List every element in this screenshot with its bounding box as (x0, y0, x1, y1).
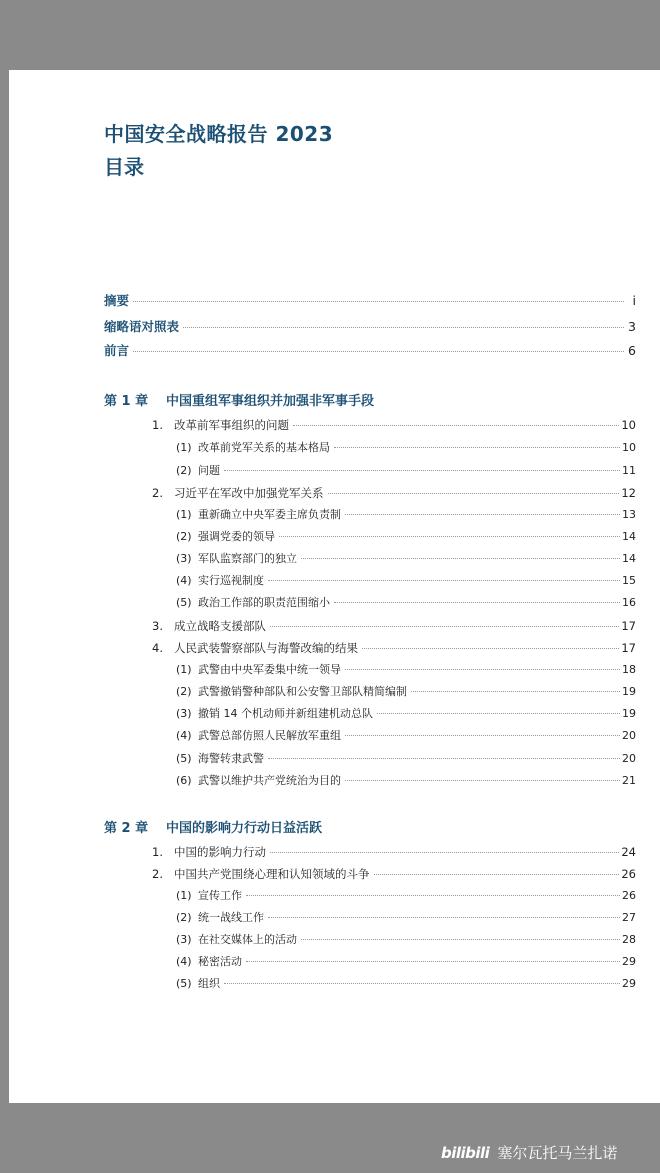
toc-page-number: 29 (622, 977, 636, 990)
toc-page-number: 3 (628, 319, 636, 334)
toc-page-number: 19 (622, 707, 636, 720)
toc-entry-label: 秘密活动 (198, 955, 242, 968)
toc-entry-label: 改革前军事组织的问题 (174, 418, 289, 432)
toc-entry-label: 海警转隶武警 (198, 752, 264, 765)
dot-leader (270, 626, 619, 627)
toc-entry[interactable] (176, 705, 636, 723)
watermark-author: 塞尔瓦托马兰扎诺 (497, 1144, 618, 1162)
toc-entry[interactable] (176, 661, 636, 679)
chapter-heading[interactable] (104, 820, 322, 838)
subsection-number: (5) (176, 596, 192, 609)
toc-entry-label: 宣传工作 (198, 889, 242, 902)
toc-entry[interactable] (152, 639, 636, 657)
toc-entry-label: 缩略语对照表 (104, 319, 180, 334)
subsection-number: (4) (176, 574, 192, 587)
toc-entry[interactable] (176, 462, 636, 480)
toc-page-number: 24 (621, 845, 636, 859)
subsection-number: (4) (176, 955, 192, 968)
toc-entry-label: 撤销 14 个机动师并新组建机动总队 (198, 707, 373, 720)
dot-leader (411, 691, 620, 692)
toc-heading: 目录 (104, 155, 144, 179)
viewer-top-background (0, 0, 660, 70)
dot-leader (345, 735, 620, 736)
toc-entry-label: 重新确立中央军委主席负责制 (198, 508, 341, 521)
toc-entry[interactable] (176, 975, 636, 993)
subsection-number: (5) (176, 977, 192, 990)
toc-entry[interactable] (152, 484, 636, 502)
toc-entry-label: 习近平在军改中加强党军关系 (174, 486, 324, 500)
subsection-number: (1) (176, 441, 192, 454)
dot-leader (279, 536, 620, 537)
dot-leader (328, 493, 620, 494)
section-number: 2. (152, 867, 163, 881)
dot-leader (345, 669, 620, 670)
dot-leader (183, 327, 624, 328)
subsection-number: (5) (176, 752, 192, 765)
toc-entry-label: 人民武装警察部队与海警改编的结果 (174, 641, 358, 655)
toc-entry[interactable] (176, 550, 636, 568)
toc-entry-label: 问题 (198, 464, 220, 477)
toc-entry[interactable] (152, 617, 636, 635)
toc-entry[interactable] (152, 843, 636, 861)
toc-entry-label: 军队监察部门的独立 (198, 552, 297, 565)
dot-leader (334, 602, 620, 603)
subsection-number: (3) (176, 933, 192, 946)
toc-entry-label: 武警撤销警种部队和公安警卫部队精简编制 (198, 685, 407, 698)
toc-entry[interactable] (176, 931, 636, 949)
dot-leader (345, 514, 620, 515)
toc-entry-label: 改革前党军关系的基本格局 (198, 441, 330, 454)
section-number: 1. (152, 845, 163, 859)
section-number: 4. (152, 641, 163, 655)
dot-leader (246, 961, 620, 962)
subsection-number: (3) (176, 552, 192, 565)
dot-leader (362, 648, 619, 649)
toc-page-number: 21 (622, 774, 636, 787)
dot-leader (293, 425, 619, 426)
toc-page-number: 6 (628, 343, 636, 358)
dot-leader (345, 780, 620, 781)
document-title: 中国安全战略报告 2023 (104, 122, 334, 146)
dot-leader (268, 580, 620, 581)
toc-entry[interactable] (104, 292, 636, 310)
dot-leader (270, 852, 619, 853)
toc-page-number: 13 (622, 508, 636, 521)
toc-entry-label: 中国共产党围绕心理和认知领域的斗争 (174, 867, 370, 881)
toc-entry-label: 组织 (198, 977, 220, 990)
toc-entry[interactable] (104, 342, 636, 360)
toc-entry[interactable] (176, 953, 636, 971)
toc-entry[interactable] (176, 727, 636, 745)
toc-entry[interactable] (176, 528, 636, 546)
toc-page-number: 16 (622, 596, 636, 609)
toc-page-number: 10 (622, 441, 636, 454)
toc-entry-label: 政治工作部的职责范围缩小 (198, 596, 330, 609)
toc-page-number: i (632, 293, 636, 308)
toc-page-number: 12 (621, 486, 636, 500)
toc-page-number: 14 (622, 530, 636, 543)
dot-leader (224, 470, 620, 471)
toc-page-number: 17 (621, 641, 636, 655)
toc-entry-label: 成立战略支援部队 (174, 619, 266, 633)
subsection-number: (2) (176, 685, 192, 698)
dot-leader (334, 447, 620, 448)
dot-leader (133, 351, 624, 352)
bilibili-logo: bilibili (441, 1144, 490, 1162)
toc-page-number: 26 (622, 889, 636, 902)
chapter-number: 第 1 章 (104, 394, 149, 409)
subsection-number: (2) (176, 530, 192, 543)
toc-entry[interactable] (176, 887, 636, 905)
toc-entry[interactable] (176, 772, 636, 790)
toc-entry[interactable] (152, 416, 636, 434)
dot-leader (133, 301, 624, 302)
chapter-number: 第 2 章 (104, 821, 149, 836)
toc-entry[interactable] (176, 439, 636, 457)
toc-entry-label: 前言 (104, 343, 130, 358)
toc-entry-label: 统一战线工作 (198, 911, 264, 924)
toc-page-number: 19 (622, 685, 636, 698)
toc-page-number: 11 (622, 464, 636, 477)
toc-page-number: 28 (622, 933, 636, 946)
toc-entry-label: 摘要 (104, 293, 130, 308)
toc-entry-label: 在社交媒体上的活动 (198, 933, 297, 946)
subsection-number: (1) (176, 508, 192, 521)
toc-entry[interactable] (176, 750, 636, 768)
toc-page-number: 20 (622, 729, 636, 742)
toc-entry-label: 武警以维护共产党统治为目的 (198, 774, 341, 787)
toc-page-number: 20 (622, 752, 636, 765)
toc-page-number: 27 (622, 911, 636, 924)
dot-leader (268, 758, 620, 759)
toc-page-number: 10 (621, 418, 636, 432)
toc-entry-label: 中国的影响力行动 (174, 845, 266, 859)
dot-leader (377, 713, 620, 714)
chapter-title: 中国的影响力行动日益活跃 (166, 821, 323, 836)
toc-page-number: 14 (622, 552, 636, 565)
toc-entry[interactable] (176, 594, 636, 612)
toc-entry-label: 武警总部仿照人民解放军重组 (198, 729, 341, 742)
toc-entry[interactable] (104, 318, 636, 336)
dot-leader (301, 558, 620, 559)
subsection-number: (3) (176, 707, 192, 720)
toc-entry[interactable] (176, 683, 636, 701)
chapter-heading[interactable] (104, 393, 374, 411)
dot-leader (246, 895, 620, 896)
toc-entry-label: 强调党委的领导 (198, 530, 275, 543)
dot-leader (301, 939, 620, 940)
section-number: 2. (152, 486, 163, 500)
toc-entry[interactable] (176, 572, 636, 590)
dot-leader (268, 917, 620, 918)
toc-entry-label: 实行巡视制度 (198, 574, 264, 587)
dot-leader (374, 874, 620, 875)
dot-leader (224, 983, 620, 984)
section-number: 1. (152, 418, 163, 432)
toc-entry-label: 武警由中央军委集中统一领导 (198, 663, 341, 676)
toc-page-number: 18 (622, 663, 636, 676)
toc-entry[interactable] (152, 865, 636, 883)
subsection-number: (2) (176, 911, 192, 924)
toc-entry[interactable] (176, 506, 636, 524)
toc-page-number: 29 (622, 955, 636, 968)
section-number: 3. (152, 619, 163, 633)
toc-page-number: 17 (621, 619, 636, 633)
bilibili-watermark (441, 1141, 617, 1165)
subsection-number: (4) (176, 729, 192, 742)
chapter-title: 中国重组军事组织并加强非军事手段 (166, 394, 375, 409)
toc-page-number: 26 (621, 867, 636, 881)
toc-entry[interactable] (176, 909, 636, 927)
toc-page-number: 15 (622, 574, 636, 587)
subsection-number: (1) (176, 663, 192, 676)
subsection-number: (6) (176, 774, 192, 787)
subsection-number: (2) (176, 464, 192, 477)
subsection-number: (1) (176, 889, 192, 902)
